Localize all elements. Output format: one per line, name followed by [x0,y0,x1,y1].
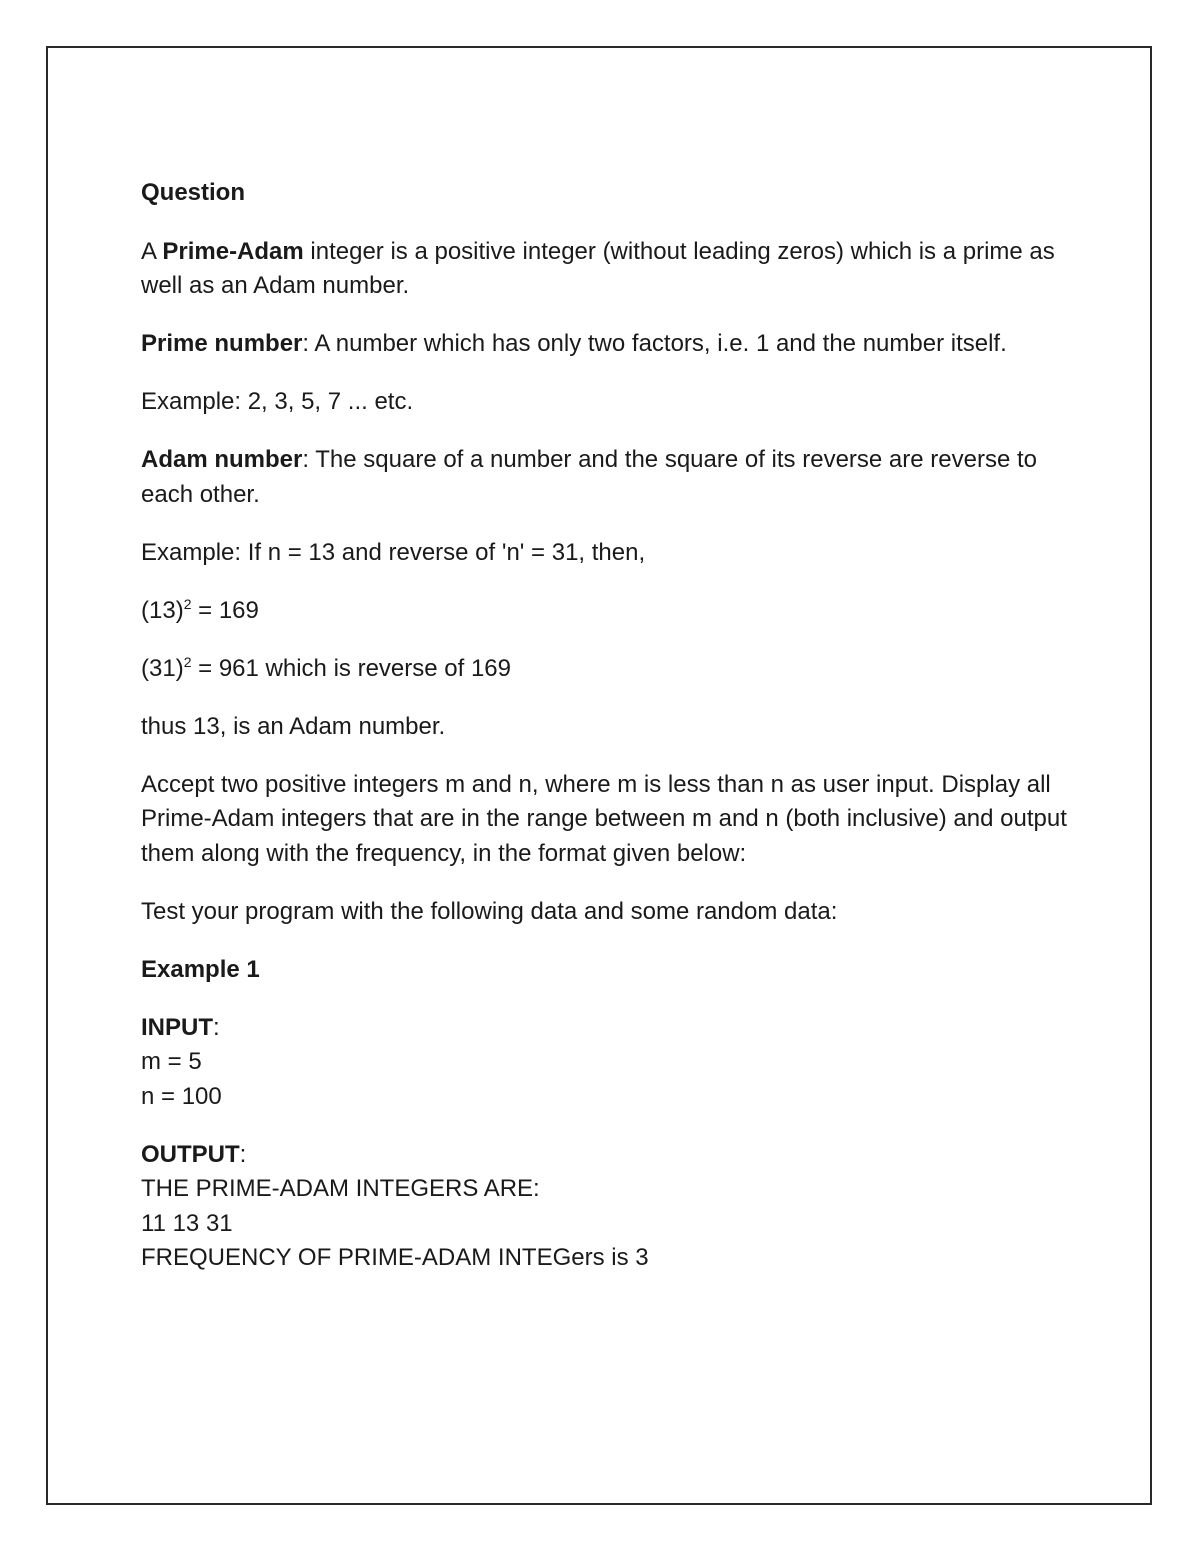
output-line-values: 11 13 31 [141,1209,233,1237]
prime-adam-term: Prime-Adam [162,237,304,265]
square-line-1 [141,594,1071,629]
square-1-result: = 169 [191,596,259,624]
output-line-frequency: FREQUENCY OF PRIME-ADAM INTEGers is 3 [141,1244,649,1271]
intro-prefix: A [141,237,163,265]
adam-definition-text: : The square of a number and the square of its reverse are reverse to each other. [141,446,1037,508]
example-1-output [141,1138,1071,1276]
intro-rest: integer is a positive integer (without leading zeros) which is a prime as well as an Adam number. [141,237,1055,299]
question-title: Question [141,179,246,206]
input-label: INPUT [141,1013,213,1041]
square-line-2 [141,652,1071,687]
adam-number-term: Adam number [141,446,303,473]
example-1-input [141,1011,1071,1115]
adam-example: Example: If n = 13 and reverse of 'n' = 31, then, [141,538,646,566]
output-line-header: THE PRIME-ADAM INTEGERS ARE: [141,1175,540,1202]
input-heading [141,1011,1071,1046]
test-note: Test your program with the following data and some random data: [141,897,838,925]
output-label: OUTPUT [141,1140,240,1168]
conclusion: thus 13, is an Adam number. [141,712,446,740]
output-colon: : [239,1140,247,1168]
document-content [141,176,1071,1299]
input-line-n: n = 100 [141,1082,222,1110]
prime-example: Example: 2, 3, 5, 7 ... etc. [141,388,414,415]
input-colon: : [213,1013,220,1041]
square-1-exponent: 2 [183,595,192,612]
adam-definition [141,443,1071,512]
prime-definition-text: : A number which has only two factors, i.e. 1 and the number itself. [302,330,1007,357]
square-2-base: (31) [141,654,184,682]
square-1-base: (13) [141,596,184,624]
input-line-m: m = 5 [141,1048,202,1075]
example-1-heading: Example 1 [141,955,260,983]
prime-number-term: Prime number [141,330,303,357]
square-2-exponent: 2 [183,653,192,670]
intro-paragraph [141,235,1071,304]
prime-definition [141,327,1071,362]
square-2-result: = 961 which is reverse of 169 [191,654,511,682]
output-heading [141,1138,1071,1173]
task-description: Accept two positive integers m and n, where m is less than n as user input. Display all Prime-Adam integers that are in the range between m and n (both inclusive) and output them along with the frequency, in the format given below: [141,770,1067,867]
